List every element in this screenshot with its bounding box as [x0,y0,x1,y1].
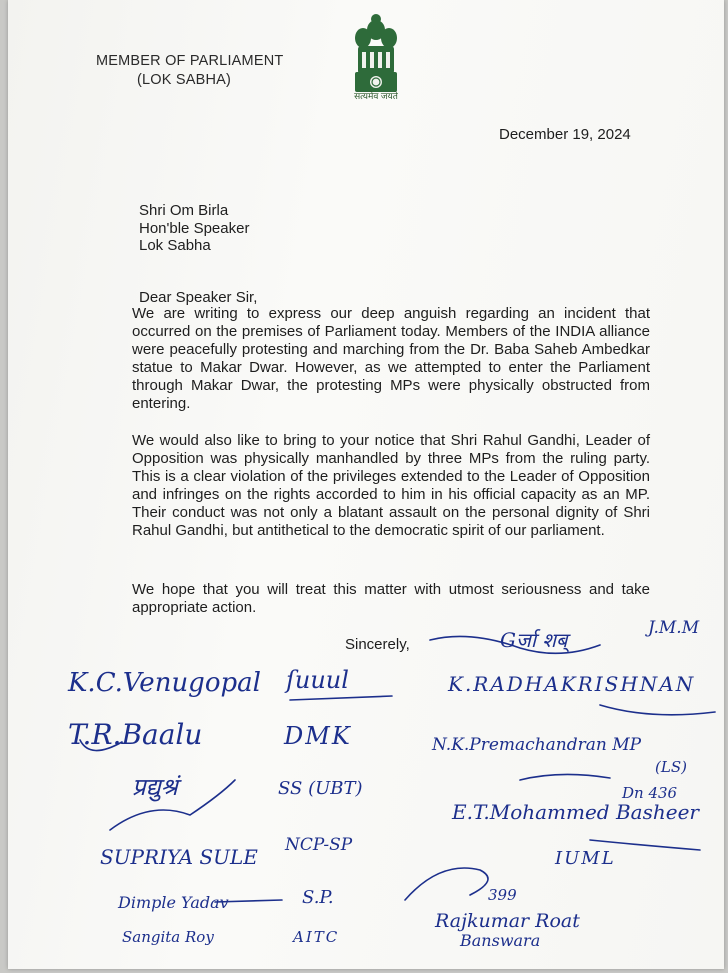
signature-kc-venugopal: K.C.Venugopal [68,668,261,698]
party-dmk: DMK [284,722,352,750]
recipient-house: Lok Sabha [139,237,211,254]
letterhead-subtitle: (LOK SABHA) [137,72,232,88]
label-dn436: Dn 436 [622,784,678,802]
party-sp: S.P. [302,887,334,908]
label-399: 399 [488,886,517,904]
party-aitc: AITC [293,928,340,946]
signature-et-basheer: E.T.Mohammed Basheer [452,800,699,824]
party-iuml: IUML [555,848,616,869]
signature-sangita: Sangita Roy [122,928,214,946]
signature-ss-ubt-mp: प्रद्युश्रं [132,773,178,801]
signature-supriya-sule: SUPRIYA SULE [100,845,258,869]
body-paragraph-3: We hope that you will treat this matter with utmost seriousness and take appropriate action. [132,581,650,616]
letter-date: December 19, 2024 [499,126,631,143]
party-ss-ubt: SS (UBT) [278,778,363,799]
signature-rajkumar-roat: Rajkumar Roat [435,910,580,932]
body-paragraph-2: We would also like to bring to your notice that Shri Rahul Gandhi, Leader of Opposition was physically manhandled by three MPs from the ruling party. This is a clear violation of the privileges extended to the Leader of Opposition and infringes on the rights accorded to him in his official capacity as an MP. Their conduct was not only a blatant assault on the personal dignity of Shri Rahul Gandhi, but antithetical to the democratic spirit of our parliament. [132,432,650,539]
signature-mark-1: ſuuul [286,666,349,694]
signature-k-radhakrishnan: K.RADHAKRISHNAN [448,672,696,696]
party-ncp-sp: NCP-SP [285,835,353,855]
emblem-motto: सत्यमेव जयते [354,91,398,101]
party-jmm: J.M.M [648,618,700,638]
label-ls: (LS) [655,758,687,776]
letterhead [96,52,283,90]
recipient-name: Shri Om Birla [139,202,229,219]
recipient-address [139,202,249,255]
letterhead-title: MEMBER OF PARLIAMENT [96,53,284,69]
label-banswara: Banswara [460,931,541,950]
signature-jmm-mp: Gर्जा शब् [500,628,568,652]
closing: Sincerely, [345,636,410,653]
recipient-title: Hon'ble Speaker [139,219,250,237]
salutation: Dear Speaker Sir, [139,289,258,306]
signature-dimple-yadav: Dimple Yadav [118,893,229,912]
signature-nk-premachandran: N.K.Premachandran MP [432,735,642,755]
signature-tr-baalu: T.R.Baalu [68,718,203,751]
body-paragraph-1: We are writing to express our deep anguish regarding an incident that occurred on the premises of Parliament today. Members of the INDIA alliance were peacefully protesting and marching from the Dr. Baba Saheb Ambedkar statue to Makar Dwar. However, as we attempted to enter the Parliament through Makar Dwar, the protesting MPs were physically obstructed from entering. [132,305,650,412]
